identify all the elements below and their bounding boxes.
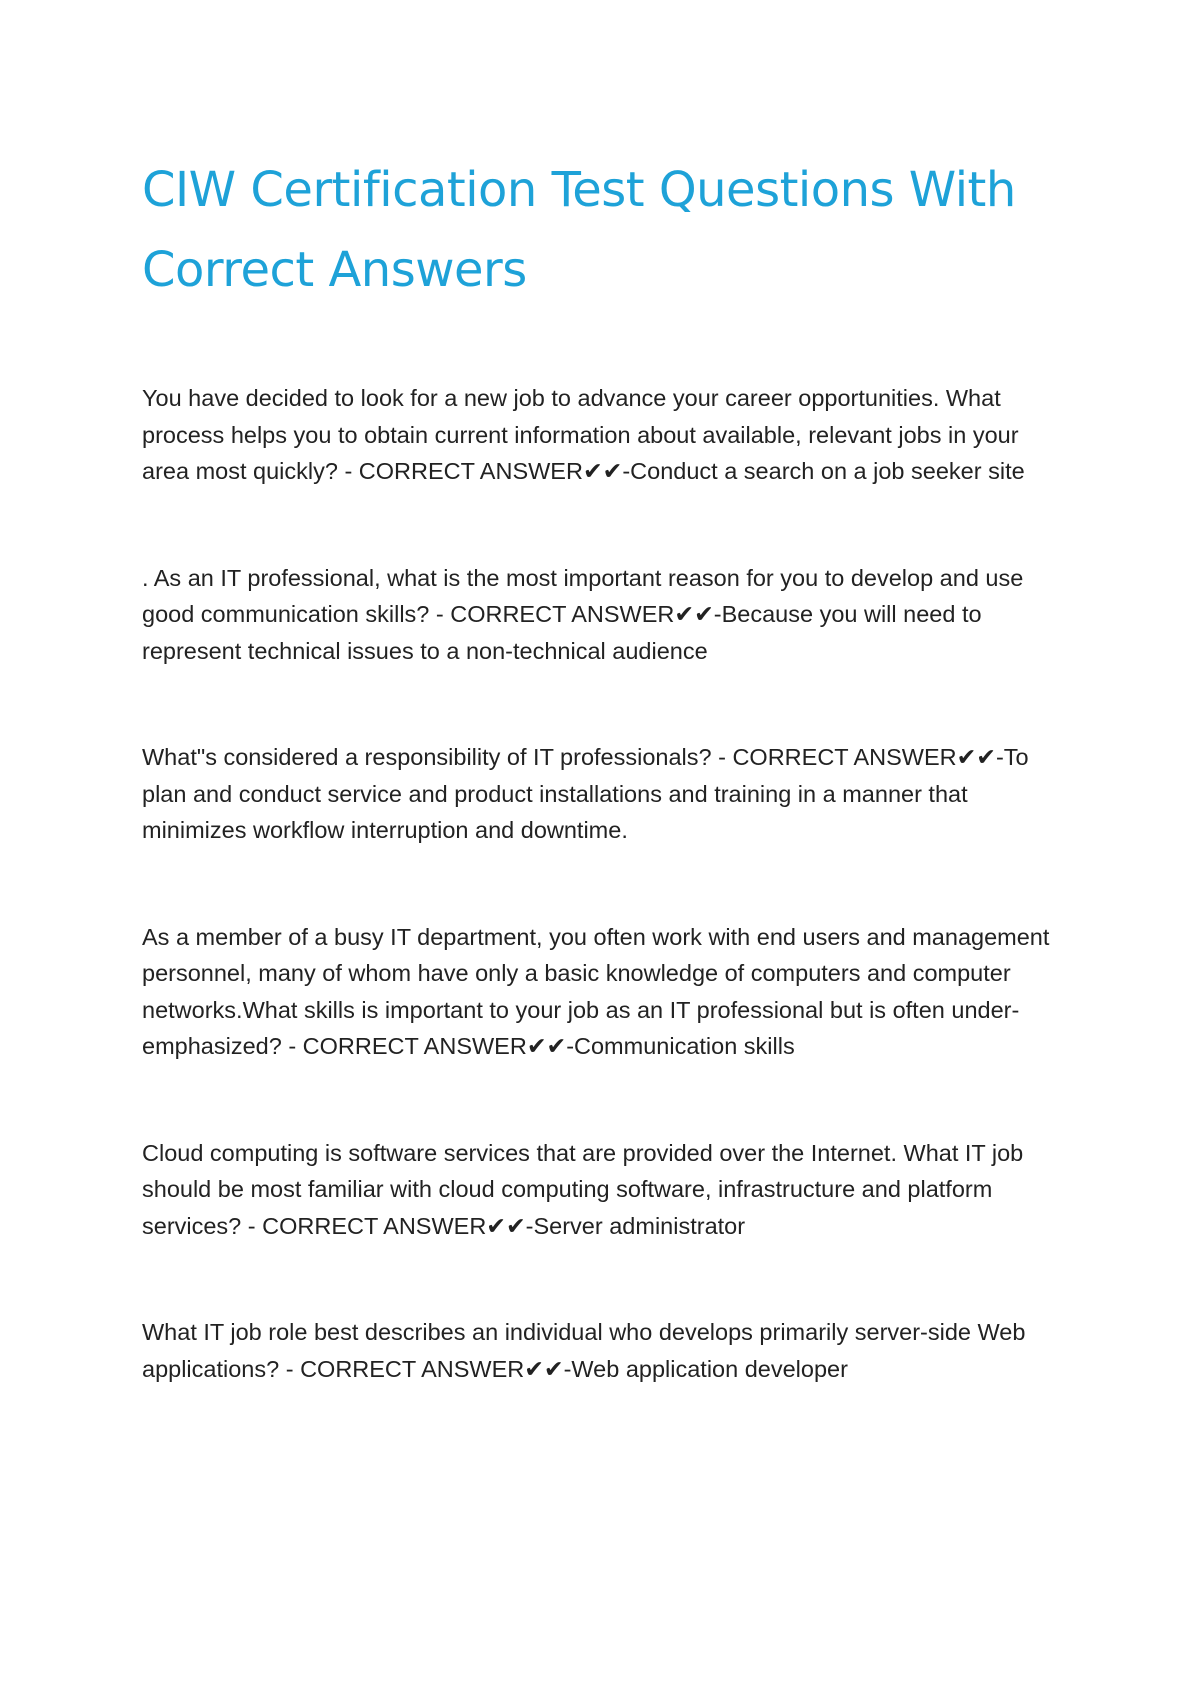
qa-item: . As an IT professional, what is the most important reason for you to develop and use good communication skills? - CORRECT ANSWER✔✔-Because you will need to represent technical issues to a non-technical audience <box>142 564 1024 664</box>
qa-item: What"s considered a responsibility of IT professionals? - CORRECT ANSWER✔✔-To plan and conduct service and product installations and training in a manner that minimizes workflow interruption and downtime. <box>142 744 1029 843</box>
document-title: CIW Certification Test Questions With Correct Answers <box>142 162 1016 298</box>
qa-item: What IT job role best describes an individual who develops primarily server-side Web applications? - CORRECT ANSWER✔✔-Web application developer <box>142 1319 1026 1382</box>
qa-item: You have decided to look for a new job to advance your career opportunities. What process helps you to obtain current information about available, relevant jobs in your area most quickly? - CORRECT ANSWER✔✔-Conduct a search on a job seeker site <box>142 385 1025 484</box>
qa-item: As a member of a busy IT department, you often work with end users and management personnel, many of whom have only a basic knowledge of computers and computer networks.What skills is important to your job as an IT professional but is often under-emphasized? - CORRECT ANSWER✔✔-Communication skills <box>142 923 1050 1059</box>
qa-list <box>142 380 1062 1457</box>
qa-item: Cloud computing is software services that are provided over the Internet. What IT job should be most familiar with cloud computing software, infrastructure and platform services? - CORRECT ANSWER✔✔-Server administrator <box>142 1139 1024 1239</box>
